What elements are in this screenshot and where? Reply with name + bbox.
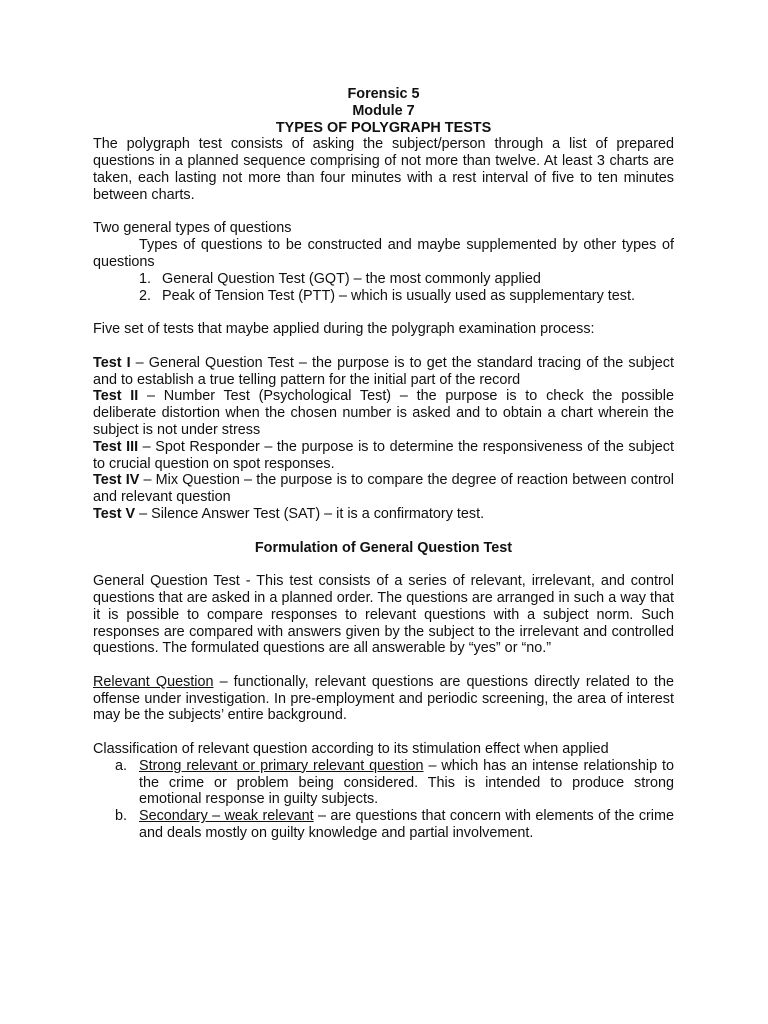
- classification-heading: Classification of relevant question according to its stimulation effect when applied: [93, 741, 609, 758]
- list-item: [93, 808, 674, 842]
- relevant-question-term: Relevant Question: [93, 673, 214, 690]
- module-title: Module 7: [352, 102, 415, 119]
- test-entry: [93, 472, 674, 506]
- test-entry: [93, 388, 674, 438]
- general-types-subtext: Types of questions to be constructed and maybe supplemented by other types of questions: [93, 237, 674, 270]
- general-types-heading: Two general types of questions: [93, 220, 292, 237]
- classification-text: – are questions that concern with elements of the crime and deals mostly on guilty knowledge and partial involvement.: [139, 808, 674, 842]
- relevant-question-text: – functionally, relevant questions are questions directly related to the offense under investigation. In pre-employment and periodic screening, the area of interest may be the subjects’ entire background.: [93, 673, 674, 724]
- list-item-text: Peak of Tension Test (PTT) – which is usually used as supplementary test.: [162, 287, 635, 304]
- test-entry: [93, 355, 674, 389]
- list-item-text: General Question Test (GQT) – the most commonly applied: [162, 270, 541, 287]
- document-title: TYPES OF POLYGRAPH TESTS: [275, 119, 492, 136]
- test-description: – Number Test (Psychological Test) – the purpose is to check the possible deliberate distortion when the chosen number is asked and to obtain a chart wherein the subject is not under stress: [93, 388, 674, 438]
- list-item: [93, 271, 674, 288]
- test-description: – Silence Answer Test (SAT) – it is a confirmatory test.: [135, 505, 485, 522]
- intro-paragraph: The polygraph test consists of asking the subject/person through a list of prepared questions in a planned sequence comprising of not more than twelve. At least 3 charts are taken, each lasting not more than four minutes with a rest interval of five to ten minutes between charts.: [93, 136, 674, 203]
- test-label: Test V: [93, 505, 136, 522]
- classification-term: Strong relevant or primary relevant question: [139, 757, 424, 774]
- section-heading: Formulation of General Question Test: [254, 539, 513, 556]
- five-sets-paragraph: Five set of tests that maybe applied during the polygraph examination process:: [93, 321, 595, 338]
- relevant-question-paragraph: [93, 674, 674, 724]
- gqt-paragraph: General Question Test - This test consists of a series of relevant, irrelevant, and control questions that are asked in a planned order. The questions are arranged in such a way that it is possible to compare responses to relevant questions with a subject norm. Such responses are compared with answers given by the subject to the irrelevant and controlled questions. The formulated questions are all answerable by “yes” or “no.”: [93, 573, 674, 657]
- test-entry: [93, 439, 674, 473]
- list-number: 2.: [139, 287, 152, 304]
- list-item: [93, 288, 674, 305]
- test-label: Test II: [93, 388, 139, 405]
- test-description: – Mix Question – the purpose is to compare the degree of reaction between control and relevant question: [93, 472, 674, 506]
- list-number: 1.: [139, 270, 152, 287]
- test-description: – Spot Responder – the purpose is to determine the responsiveness of the subject to crucial question on spot responses.: [93, 438, 675, 472]
- test-entry: [93, 506, 674, 523]
- list-item: [93, 758, 674, 808]
- classification-term: Secondary – weak relevant: [139, 808, 314, 825]
- document-page: [93, 86, 674, 842]
- classification-text: – which has an intense relationship to the crime or problem being considered. This is intended to produce strong emotional response in guilty subjects.: [139, 757, 674, 808]
- test-label: Test IV: [93, 472, 140, 489]
- test-label: Test I: [93, 354, 131, 371]
- general-types-list: [93, 271, 674, 305]
- classification-list: [93, 758, 674, 842]
- course-title: Forensic 5: [347, 86, 420, 102]
- list-letter: b.: [115, 808, 128, 825]
- test-label: Test III: [93, 438, 139, 455]
- list-letter: a.: [115, 757, 128, 774]
- test-description: – General Question Test – the purpose is to get the standard tracing of the subject and to establish a true telling pattern for the initial part of the record: [93, 354, 674, 388]
